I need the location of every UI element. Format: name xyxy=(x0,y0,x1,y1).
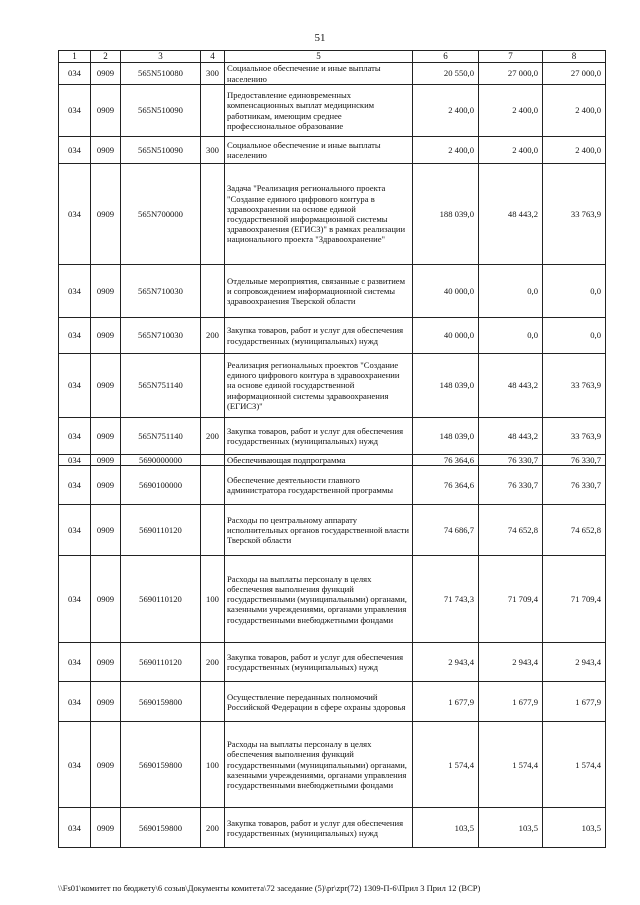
cell-description: Осуществление переданных полномочий Российской Федерации в сфере охраны здоровья xyxy=(225,682,413,722)
cell-target-article: 5690110120 xyxy=(121,505,201,556)
cell-ministry-code: 034 xyxy=(59,466,91,505)
cell-target-article: 565N710030 xyxy=(121,265,201,318)
cell-section-code: 0909 xyxy=(91,354,121,418)
table-row xyxy=(59,354,606,418)
cell-amount-2: 1 677,9 xyxy=(479,682,543,722)
cell-ministry-code: 034 xyxy=(59,682,91,722)
cell-amount-3: 33 763,9 xyxy=(543,354,606,418)
cell-amount-2: 2 400,0 xyxy=(479,137,543,164)
cell-section-code: 0909 xyxy=(91,466,121,505)
cell-expense-type: 300 xyxy=(201,63,225,85)
cell-description: Расходы по центральному аппарату исполнительных органов государственной власти Тверской области xyxy=(225,505,413,556)
table-row xyxy=(59,85,606,137)
cell-ministry-code: 034 xyxy=(59,265,91,318)
page-number: 51 xyxy=(314,32,326,44)
cell-target-article: 565N510090 xyxy=(121,137,201,164)
cell-amount-3: 27 000,0 xyxy=(543,63,606,85)
cell-expense-type: 200 xyxy=(201,808,225,848)
cell-amount-1: 1 677,9 xyxy=(413,682,479,722)
cell-section-code: 0909 xyxy=(91,722,121,808)
cell-amount-2: 0,0 xyxy=(479,318,543,354)
cell-amount-1: 148 039,0 xyxy=(413,354,479,418)
table-row xyxy=(59,643,606,682)
cell-description: Расходы на выплаты персоналу в целях обеспечения выполнения функций государственными (муниципальными) органами, казенными учреждениями, органами управления государственными внебюджетными фондами xyxy=(225,722,413,808)
header-col-2: 2 xyxy=(91,51,121,63)
cell-description: Социальное обеспечение и иные выплаты населению xyxy=(225,63,413,85)
cell-description: Расходы на выплаты персоналу в целях обеспечения выполнения функций государственными (муниципальными) органами, казенными учреждениями, органами управления государственными внебюджетными фондами xyxy=(225,556,413,643)
table-row xyxy=(59,455,606,466)
cell-target-article: 5690110120 xyxy=(121,643,201,682)
cell-amount-2: 74 652,8 xyxy=(479,505,543,556)
cell-target-article: 565N710030 xyxy=(121,318,201,354)
cell-amount-1: 40 000,0 xyxy=(413,265,479,318)
cell-target-article: 565N510080 xyxy=(121,63,201,85)
table-row xyxy=(59,418,606,455)
table-row xyxy=(59,808,606,848)
cell-amount-1: 2 400,0 xyxy=(413,85,479,137)
cell-expense-type: 100 xyxy=(201,556,225,643)
cell-expense-type xyxy=(201,505,225,556)
cell-amount-2: 48 443,2 xyxy=(479,164,543,265)
cell-expense-type: 100 xyxy=(201,722,225,808)
cell-ministry-code: 034 xyxy=(59,85,91,137)
cell-amount-3: 1 677,9 xyxy=(543,682,606,722)
cell-ministry-code: 034 xyxy=(59,643,91,682)
cell-target-article: 5690159800 xyxy=(121,808,201,848)
table-row xyxy=(59,505,606,556)
cell-target-article: 5690100000 xyxy=(121,466,201,505)
cell-section-code: 0909 xyxy=(91,643,121,682)
cell-amount-3: 2 943,4 xyxy=(543,643,606,682)
cell-section-code: 0909 xyxy=(91,505,121,556)
table-row xyxy=(59,466,606,505)
cell-section-code: 0909 xyxy=(91,265,121,318)
table-row xyxy=(59,722,606,808)
cell-amount-2: 1 574,4 xyxy=(479,722,543,808)
table-row xyxy=(59,63,606,85)
cell-amount-1: 76 364,6 xyxy=(413,455,479,466)
cell-target-article: 565N510090 xyxy=(121,85,201,137)
cell-section-code: 0909 xyxy=(91,85,121,137)
cell-amount-2: 48 443,2 xyxy=(479,418,543,455)
cell-description: Реализация региональных проектов "Создание единого цифрового контура в здравоохранении на основе единой государственной информационной системы здравоохранения (ЕГИСЗ)" xyxy=(225,354,413,418)
cell-description: Социальное обеспечение и иные выплаты населению xyxy=(225,137,413,164)
cell-description: Задача "Реализация регионального проекта "Создание единого цифрового контура в здравоохранении на основе единой государственной информационной системы здравоохранения (ЕГИСЗ)" в рамках реализации национального проекта "Здравоохранение" xyxy=(225,164,413,265)
cell-expense-type: 200 xyxy=(201,418,225,455)
header-col-5: 5 xyxy=(225,51,413,63)
cell-amount-1: 71 743,3 xyxy=(413,556,479,643)
cell-description: Обеспечение деятельности главного администратора государственной программы xyxy=(225,466,413,505)
cell-section-code: 0909 xyxy=(91,455,121,466)
cell-amount-3: 71 709,4 xyxy=(543,556,606,643)
cell-ministry-code: 034 xyxy=(59,418,91,455)
cell-amount-2: 0,0 xyxy=(479,265,543,318)
cell-amount-3: 1 574,4 xyxy=(543,722,606,808)
cell-amount-3: 76 330,7 xyxy=(543,466,606,505)
cell-amount-2: 27 000,0 xyxy=(479,63,543,85)
cell-description: Закупка товаров, работ и услуг для обеспечения государственных (муниципальных) нужд xyxy=(225,643,413,682)
cell-amount-2: 48 443,2 xyxy=(479,354,543,418)
cell-target-article: 5690000000 xyxy=(121,455,201,466)
cell-amount-1: 1 574,4 xyxy=(413,722,479,808)
cell-ministry-code: 034 xyxy=(59,505,91,556)
header-row xyxy=(59,51,606,63)
cell-amount-2: 76 330,7 xyxy=(479,455,543,466)
cell-amount-1: 74 686,7 xyxy=(413,505,479,556)
cell-amount-3: 0,0 xyxy=(543,318,606,354)
cell-expense-type xyxy=(201,85,225,137)
file-path-footer: \\Fs01\комитет по бюджету\6 созыв\Документы комитета\72 заседание (5)\pr\zpr(72) 1309-П-6\Прил 3 Прил 12 (ВСР) xyxy=(58,883,481,893)
cell-ministry-code: 034 xyxy=(59,63,91,85)
table-row xyxy=(59,556,606,643)
cell-ministry-code: 034 xyxy=(59,318,91,354)
cell-section-code: 0909 xyxy=(91,63,121,85)
cell-description: Закупка товаров, работ и услуг для обеспечения государственных (муниципальных) нужд xyxy=(225,808,413,848)
cell-amount-2: 71 709,4 xyxy=(479,556,543,643)
cell-amount-3: 76 330,7 xyxy=(543,455,606,466)
header-col-7: 7 xyxy=(479,51,543,63)
cell-description: Обеспечивающая подпрограмма xyxy=(225,455,413,466)
cell-section-code: 0909 xyxy=(91,808,121,848)
table-row xyxy=(59,682,606,722)
cell-amount-2: 2 943,4 xyxy=(479,643,543,682)
cell-ministry-code: 034 xyxy=(59,164,91,265)
cell-ministry-code: 034 xyxy=(59,808,91,848)
cell-expense-type: 200 xyxy=(201,643,225,682)
cell-expense-type: 200 xyxy=(201,318,225,354)
cell-section-code: 0909 xyxy=(91,682,121,722)
header-col-8: 8 xyxy=(543,51,606,63)
cell-section-code: 0909 xyxy=(91,164,121,265)
cell-ministry-code: 034 xyxy=(59,137,91,164)
cell-description: Закупка товаров, работ и услуг для обеспечения государственных (муниципальных) нужд xyxy=(225,318,413,354)
header-col-6: 6 xyxy=(413,51,479,63)
cell-target-article: 5690110120 xyxy=(121,556,201,643)
cell-section-code: 0909 xyxy=(91,318,121,354)
cell-amount-1: 40 000,0 xyxy=(413,318,479,354)
cell-amount-2: 76 330,7 xyxy=(479,466,543,505)
cell-amount-2: 2 400,0 xyxy=(479,85,543,137)
cell-section-code: 0909 xyxy=(91,418,121,455)
table-row xyxy=(59,137,606,164)
cell-target-article: 5690159800 xyxy=(121,682,201,722)
cell-amount-1: 76 364,6 xyxy=(413,466,479,505)
cell-expense-type xyxy=(201,265,225,318)
cell-expense-type xyxy=(201,354,225,418)
cell-amount-3: 33 763,9 xyxy=(543,418,606,455)
cell-expense-type xyxy=(201,682,225,722)
table-row xyxy=(59,318,606,354)
cell-amount-1: 103,5 xyxy=(413,808,479,848)
cell-amount-1: 2 943,4 xyxy=(413,643,479,682)
cell-description: Закупка товаров, работ и услуг для обеспечения государственных (муниципальных) нужд xyxy=(225,418,413,455)
cell-target-article: 5690159800 xyxy=(121,722,201,808)
cell-amount-3: 0,0 xyxy=(543,265,606,318)
cell-ministry-code: 034 xyxy=(59,354,91,418)
cell-section-code: 0909 xyxy=(91,556,121,643)
cell-expense-type: 300 xyxy=(201,137,225,164)
cell-amount-3: 103,5 xyxy=(543,808,606,848)
cell-ministry-code: 034 xyxy=(59,455,91,466)
cell-amount-3: 2 400,0 xyxy=(543,85,606,137)
cell-amount-1: 20 550,0 xyxy=(413,63,479,85)
table-row xyxy=(59,164,606,265)
cell-ministry-code: 034 xyxy=(59,556,91,643)
budget-table xyxy=(58,50,606,848)
cell-description: Отдельные мероприятия, связанные с развитием и сопровождением информационной системы здравоохранения Тверской области xyxy=(225,265,413,318)
cell-target-article: 565N751140 xyxy=(121,354,201,418)
cell-amount-3: 2 400,0 xyxy=(543,137,606,164)
header-col-3: 3 xyxy=(121,51,201,63)
header-col-4: 4 xyxy=(201,51,225,63)
cell-description: Предоставление единовременных компенсационных выплат медицинским работникам, имеющим среднее профессиональное образование xyxy=(225,85,413,137)
cell-expense-type xyxy=(201,455,225,466)
cell-expense-type xyxy=(201,466,225,505)
cell-expense-type xyxy=(201,164,225,265)
cell-target-article: 565N700000 xyxy=(121,164,201,265)
cell-target-article: 565N751140 xyxy=(121,418,201,455)
cell-amount-2: 103,5 xyxy=(479,808,543,848)
cell-amount-1: 148 039,0 xyxy=(413,418,479,455)
cell-amount-1: 188 039,0 xyxy=(413,164,479,265)
cell-section-code: 0909 xyxy=(91,137,121,164)
cell-amount-3: 33 763,9 xyxy=(543,164,606,265)
table-row xyxy=(59,265,606,318)
cell-ministry-code: 034 xyxy=(59,722,91,808)
cell-amount-1: 2 400,0 xyxy=(413,137,479,164)
cell-amount-3: 74 652,8 xyxy=(543,505,606,556)
header-col-1: 1 xyxy=(59,51,91,63)
